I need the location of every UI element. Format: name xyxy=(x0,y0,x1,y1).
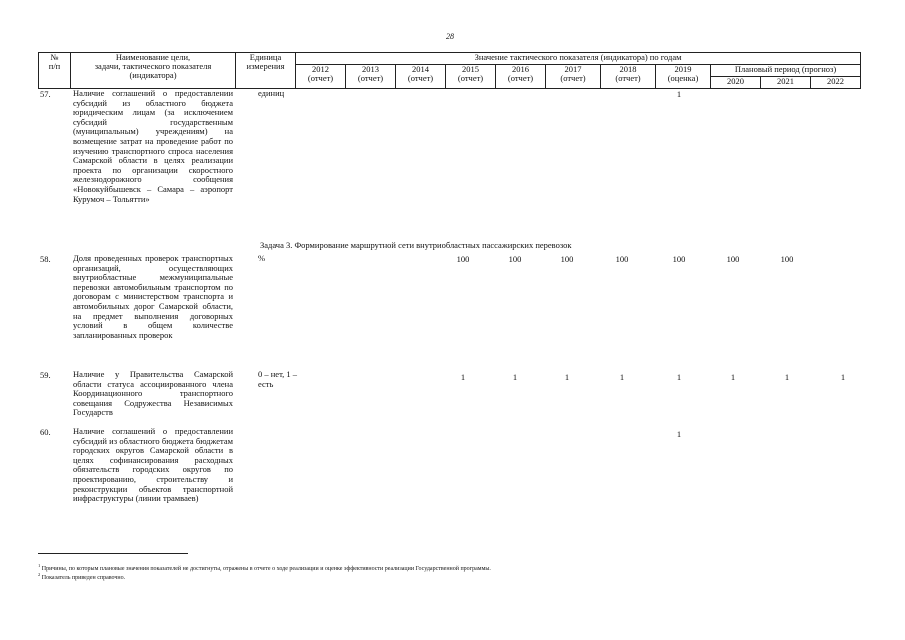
row-number: 59. xyxy=(40,370,51,380)
header-num: № п/п xyxy=(39,53,71,89)
row-number: 60. xyxy=(40,427,51,437)
row-value: 100 xyxy=(780,254,794,264)
row-value: 100 xyxy=(726,254,740,264)
row-value: 1 xyxy=(619,372,625,382)
header-year: 2016 (отчет) xyxy=(496,65,546,89)
row-value: 100 xyxy=(456,254,470,264)
header-year: 2017 (отчет) xyxy=(546,65,601,89)
row-value: 100 xyxy=(508,254,522,264)
header-plan-title: Плановый период (прогноз) xyxy=(711,65,861,77)
row-value: 100 xyxy=(560,254,574,264)
row-value: 1 xyxy=(460,372,466,382)
header-plan-year: 2021 xyxy=(761,77,811,89)
header-year: 2018 (отчет) xyxy=(601,65,656,89)
row-value: 1 xyxy=(512,372,518,382)
row-value: 100 xyxy=(615,254,629,264)
header-year: 2015 (отчет) xyxy=(446,65,496,89)
header-year: 2012 (отчет) xyxy=(296,65,346,89)
row-number: 58. xyxy=(40,254,51,264)
row-value: 1 xyxy=(564,372,570,382)
header-name: Наименование цели, задачи, тактического показателя (индикатора) xyxy=(71,53,236,89)
footnote-divider xyxy=(38,553,188,554)
row-unit: единиц xyxy=(258,88,285,98)
header-group-title: Значение тактического показателя (индикатора) по годам xyxy=(296,53,861,65)
page-number: 28 xyxy=(446,32,454,41)
row-name: Наличие у Правительства Самарской области статуса ассоциированного члена Координационного транспортного совещания Содружества Независимых Государств xyxy=(73,369,233,418)
row-value: 1 xyxy=(840,372,846,382)
footnote: $^1$ Причины, по которым плановые значения показателей не достигнуты, отражены в отчете о ходе реализации и оценке эффективности реализации Государственной программы. xyxy=(38,563,491,572)
row-value: 1 xyxy=(676,372,682,382)
row-value: 1 xyxy=(730,372,736,382)
row-name: Доля проведенных проверок транспортных организаций, осуществляющих внутриобластные межмуниципальные перевозки автомобильным транспортом по договорам с министерством транспорта и автомобильных дорог Самарской области, на предмет выполнения договорных условий в общем количестве запланированных проверок xyxy=(73,253,233,340)
row-number: 57. xyxy=(40,89,51,99)
row-unit: % xyxy=(258,253,266,263)
row-name: Наличие соглашений о предоставлении субсидий из областного бюджета бюджетам городских округов Самарской области в целях софинансирования расходных обязательств городских округов по проектированию, строительству и реконструкции объектов транспортной инфраструктуры (линии трамваев) xyxy=(73,426,233,504)
table-header xyxy=(38,52,861,89)
row-name: Наличие соглашений о предоставлении субсидий из областного бюджета юридическим лицам (за исключением субсидий государственным (муниципальным) учреждениям) на возмещение затрат на проведение работ по изучению транспортного спроса населения Самарской области в целях реализации проекта по организации скоростного железнодорожного сообщения «Новокуйбышевск – Самара – аэропорт Курумоч – Тольятти» xyxy=(73,88,233,204)
task-heading: Задача 3. Формирование маршрутной сети внутриобластных пассажирских перевозок xyxy=(260,240,572,250)
header-year: 2014 (отчет) xyxy=(396,65,446,89)
header-year: 2013 (отчет) xyxy=(346,65,396,89)
header-year: 2019 (оценка) xyxy=(656,65,711,89)
header-unit: Единица измерения xyxy=(236,53,296,89)
header-plan-year: 2020 xyxy=(711,77,761,89)
row-unit: 0 – нет, 1 – есть xyxy=(258,369,298,389)
row-value: 1 xyxy=(784,372,790,382)
row-value: 1 xyxy=(676,89,682,99)
header-plan-year: 2022 xyxy=(811,77,861,89)
row-value: 1 xyxy=(676,429,682,439)
footnote: $^2$ Показатель приведен справочно. xyxy=(38,572,126,581)
row-value: 100 xyxy=(672,254,686,264)
